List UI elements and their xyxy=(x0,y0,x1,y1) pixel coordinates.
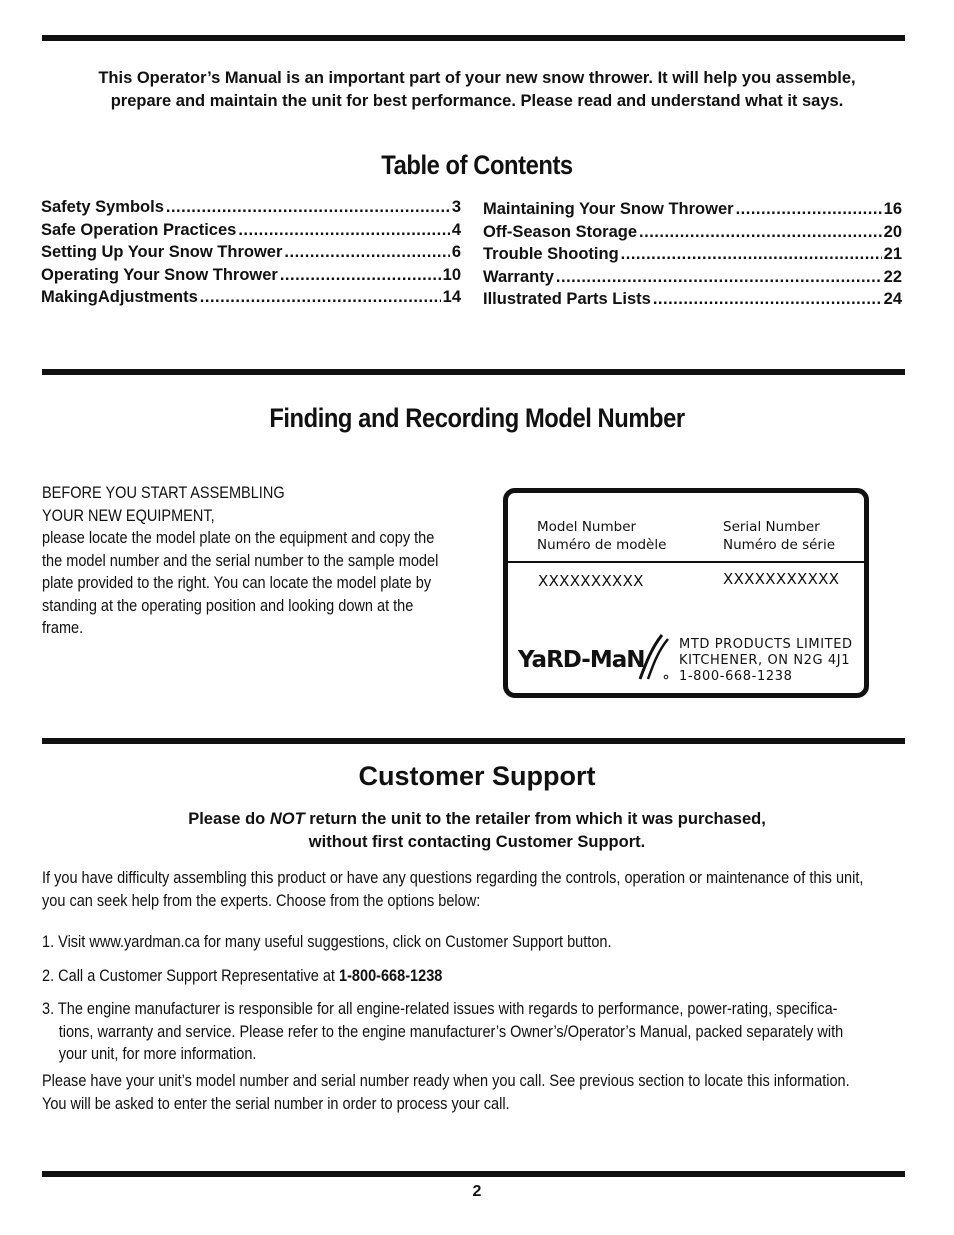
model-number-label: Model Number Numéro de modèle xyxy=(537,519,667,553)
toc-entry[interactable]: Safety Symbols ..... 3 xyxy=(41,198,461,221)
yard-man-logo: YaRD-MaN xyxy=(518,647,645,673)
toc-entry[interactable]: Operating Your Snow Thrower ..... 10 xyxy=(41,266,461,289)
sample-model-plate xyxy=(503,488,869,698)
manufacturer-address: MTD PRODUCTS LIMITED KITCHENER, ON N2G 4J1 1-800-668-1238 xyxy=(679,637,853,684)
bottom-rule xyxy=(42,1171,905,1177)
section-rule xyxy=(42,369,905,375)
support-option-3: 3. The engine manufacturer is responsible for all engine-related issues with regards to performance, power-rating, specifica- tions, warranty and service. Please refer to the engine manufacturer’s Owner’s/Operator’s Manual, packed separately with your unit, for more information. xyxy=(42,1000,844,1063)
model-number-value: XXXXXXXXXX xyxy=(538,572,644,590)
section-rule xyxy=(42,738,905,744)
page-number: 2 xyxy=(472,1183,482,1200)
support-option-2: 2. Call a Customer Support Representative at 1-800-668-1238 xyxy=(42,967,443,985)
top-rule xyxy=(42,35,905,41)
customer-support-title: Customer Support xyxy=(358,761,596,791)
toc-entry[interactable]: Setting Up Your Snow Thrower ..... 6 xyxy=(41,243,461,266)
support-option-1: 1. Visit www.yardman.ca for many useful suggestions, click on Customer Support button. xyxy=(42,933,612,951)
plate-divider xyxy=(508,561,864,563)
model-instructions: BEFORE YOU START ASSEMBLING YOUR NEW EQUIPMENT, please locate the model plate on the equipment and copy the the model number and the serial number to the sample model plate provided to the right. You can locate the model plate by standing at the operating position and looking down at the frame. xyxy=(42,484,439,637)
toc-entry[interactable]: Off-Season Storage ..... 20 xyxy=(483,223,902,246)
support-intro-paragraph: If you have difficulty assembling this product or have any questions regarding the controls, operation or maintenance of this unit, you can seek help from the experts. Choose from the options below: xyxy=(42,869,864,910)
toc-entry[interactable]: Warranty ..... 22 xyxy=(483,268,902,291)
intro-text: This Operator’s Manual is an important part of your new snow thrower. It will help you assemble, prepare and maintain the unit for best performance. Please read and understand what it says. xyxy=(98,69,856,110)
toc-left-column xyxy=(41,198,461,311)
model-section-title: Finding and Recording Model Number xyxy=(269,403,685,433)
toc-title: Table of Contents xyxy=(381,150,573,180)
toc-entry[interactable]: Safe Operation Practices ..... 4 xyxy=(41,221,461,244)
toc-entry[interactable]: MakingAdjustments ..... 14 xyxy=(41,288,461,311)
serial-number-label: Serial Number Numéro de série xyxy=(723,519,836,553)
support-warning: Please do NOT return the unit to the retailer from which it was purchased, without first contacting Customer Support. xyxy=(188,810,766,851)
toc-right-column xyxy=(483,200,902,313)
toc-entry[interactable]: Illustrated Parts Lists ..... 24 xyxy=(483,290,902,313)
support-closing-paragraph: Please have your unit’s model number and serial number ready when you call. See previous section to locate this information. You will be asked to enter the serial number in order to process your call. xyxy=(42,1072,850,1113)
yard-man-swash-icon xyxy=(638,633,670,681)
toc-entry[interactable]: Maintaining Your Snow Thrower ..... 16 xyxy=(483,200,902,223)
support-phone-number: 1-800-668-1238 xyxy=(339,967,443,985)
serial-number-value: XXXXXXXXXXX xyxy=(723,570,840,588)
toc-entry[interactable]: Trouble Shooting ..... 21 xyxy=(483,245,902,268)
